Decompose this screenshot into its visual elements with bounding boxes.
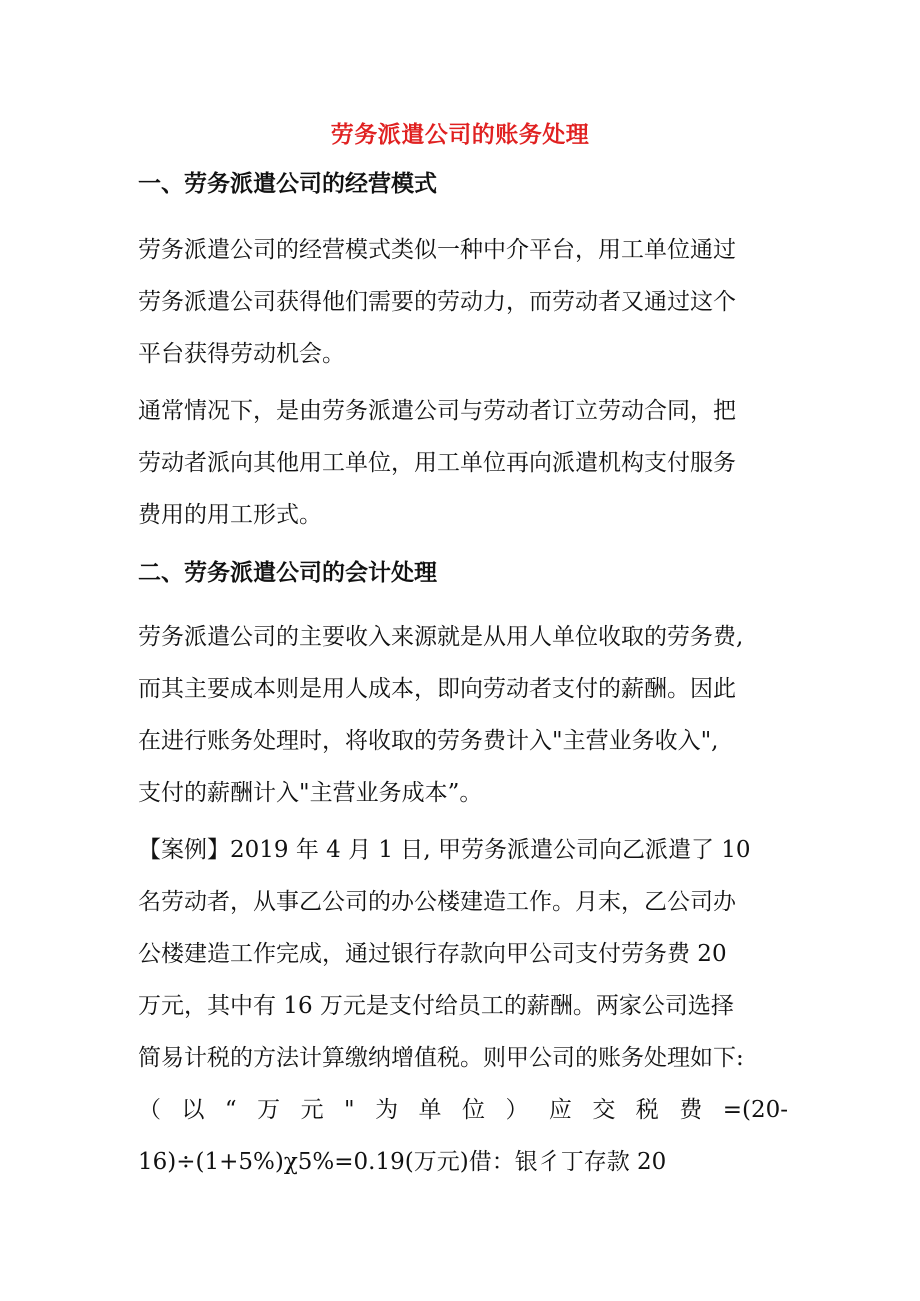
text-line: 通常情况下，是由劳务派遣公司与劳动者订立劳动合同，把 [138,398,736,424]
spaced-char: 位 [461,1097,485,1123]
section1-paragraph-2 [138,385,788,541]
section1-paragraph-1 [138,224,788,380]
text-line: 简易计税的方法计算缴纳增值税。则甲公司的账务处理如下: [138,1045,744,1071]
spaced-char: 交 [592,1097,616,1123]
text-line: 支付的薪酬计入"主营业务成本”。 [138,780,483,806]
text-line: 费用的用工形式。 [138,502,322,528]
section2-paragraph-1 [138,611,788,819]
section-heading-1: 一、劳务派遣公司的经营模式 [138,170,437,197]
spaced-char: =(20- [722,1097,788,1123]
spaced-char: 单 [418,1097,442,1123]
text-line: 万元，其中有 16 万元是支付给员工的薪酬。两家公司选择 [138,993,734,1019]
text-line: 平台获得劳动机会。 [138,341,345,367]
spaced-char: 费 [679,1097,703,1123]
text-line: 劳务派遣公司获得他们需要的劳动力，而劳动者又通过这个 [138,289,736,315]
text-line: 公楼建造工作完成，通过银行存款向甲公司支付劳务费 20 [138,941,727,967]
spaced-char: 以 [181,1097,205,1123]
spaced-char: 应 [548,1097,572,1123]
text-line: 劳务派遣公司的主要收入来源就是从用人单位收取的劳务费, [138,624,744,650]
spaced-text-line [138,1084,788,1136]
text-line: 劳务派遣公司的经营模式类似一种中介平台，用工单位通过 [138,237,736,263]
text-line: 名劳动者，从事乙公司的办公楼建造工作。月末，乙公司办 [138,889,736,915]
section-heading-2: 二、劳务派遣公司的会计处理 [138,559,437,586]
text-line: 16)÷(1+5%)χ5%=0.19(万元)借：银彳丁存款 20 [138,1149,667,1175]
spaced-char: “ [224,1097,237,1123]
text-line: 劳动者派向其他用工单位，用工单位再向派遣机构支付服务 [138,450,736,476]
text-line: 【案例】2019 年 4 月 1 日, 甲劳务派遣公司向乙派遣了 10 [138,837,751,863]
spaced-char: 为 [375,1097,399,1123]
spaced-char: 万 [257,1097,281,1123]
case-paragraph [138,824,788,1188]
spaced-char: 税 [635,1097,659,1123]
text-line: 在进行账务处理时，将收取的劳务费计入"主营业务收入", [138,728,719,754]
spaced-char: ） [505,1097,529,1123]
spaced-char: （ [138,1097,161,1123]
spaced-char: " [344,1097,355,1123]
document-title: 劳务派遣公司的账务处理 [330,121,590,148]
text-line: 而其主要成本则是用人成本，即向劳动者支付的薪酬。因此 [138,676,736,702]
spaced-char: 元 [300,1097,324,1123]
